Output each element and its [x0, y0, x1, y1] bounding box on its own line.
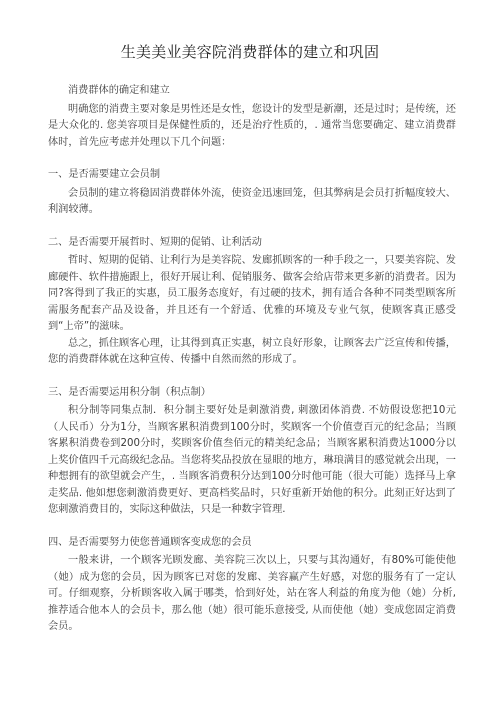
section-4-heading: 四、是否需要努力使您普通顾客变成您的会员	[48, 536, 252, 548]
intro-paragraph: 明确您的消费主要对象是男性还是女性，您设计的发型是新潮，还是过时；是传统，还是大众化的. 您美容项目是保健性质的，还是治疗性质的，. 通常当您要确定、建立消费群体时，首先应考虑并处理以下几个问题：	[48, 103, 456, 148]
section-2-paragraph-2: 总之，抓住顾客心理，让其得到真正实惠，树立良好形象，让顾客去广泛宣传和传播，您的消费群体就在这种宣传、传播中自然而然的形成了。	[48, 337, 456, 365]
section-1-heading: 一、是否需要建立会员制	[48, 169, 161, 180]
section-3-heading: 三、是否需要运用积分制（积点制）	[48, 386, 211, 398]
section-2-heading: 二、是否需要开展哲时、短期的促销、让利活动	[48, 236, 262, 248]
document-body	[48, 83, 456, 636]
document-title: 生美美业美容院消费群体的建立和巩固	[120, 43, 380, 61]
section-1-paragraph: 会员制的建立将稳固消费群体外流，使资金迅速回笼，但其弊病是会员打折幅度较大、利润较薄。	[48, 187, 456, 215]
section-4-paragraph: 一般来讲，一个顾客光顾发廊、美容院三次以上，只要与其沟通好，有80%可能使他（她）成为您的会员，因为顾客已对您的发廊、美容赢产生好感，对您的服务有了一定认可。仔细观察，分析顾客收入属于哪类，恰到好处，站在客人利益的角度为他（她）分析, 推荐适合他本人的会员卡，那么他（她）很可能乐意接受, 从而使他（她）变成您固定消费会员。	[48, 555, 456, 632]
section-2-paragraph-1: 哲时、短期的促销、让利行为是美容院、发廊抓顾客的一种手段之一，只要美容院、发廊硬件、软件措施跟上，很好开展让利、促销服务、做客会给店带来更多新的消费者。因为同?客得到了我正的实惠，员工服务态度好，有过硬的技术，拥有适合各种不同类型顾客所需服务配套产品及设备，并且还有一个舒适、优雅的环境及专业气氛，使顾客真正感受到“上帝”的滋味。	[48, 255, 456, 332]
section-3-paragraph: 积分制等同集点制．积分制主要好处是刺激消费, 刺激团体消费. 不妨假设您把10元（人民币）分为1分，当顾客累积消费到100分时，奖顾客一个价值壹百元的纪念品；当顾客累积消费卷到200分时，奖顾客价值叁佰元的精美纪念品；当顾客累积消费达1000分以上奖价值四千元高级纪念品。当您将奖品投放在显眼的地方，琳琅满目的感觉就会出现，一种想拥有的欲望就会产生，. 当顾客消费积分达到100分时他可能（很大可能）选择马上拿走奖品. 他如想您刺激消费更好、更高档奖品时，只好重新开始他的积分。此刻正好达到了您刺激消费目的，实际这种做法，只是一种数字管理.	[48, 405, 456, 515]
intro-heading: 消费群体的确定和建立	[68, 85, 170, 96]
